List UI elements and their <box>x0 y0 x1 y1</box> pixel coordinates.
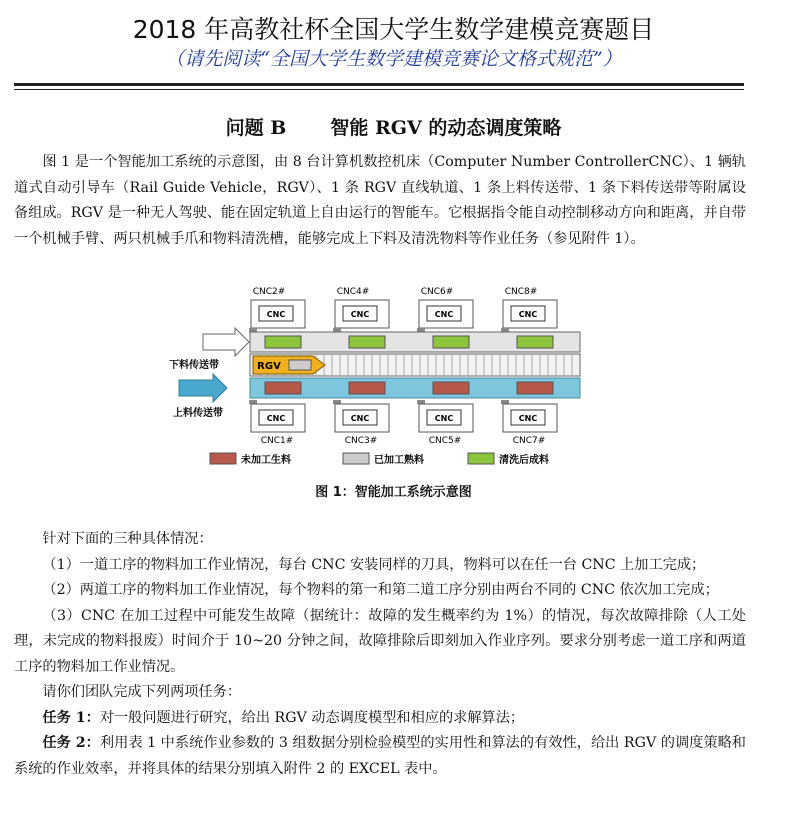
legend-cleaned: 清洗后成料 <box>499 455 549 466</box>
cnc-label-top: CNC8# <box>504 287 538 297</box>
problem-name: 智能 RGV 的动态调度策略 <box>330 117 562 139</box>
cnc-machine-top <box>333 300 389 332</box>
cnc-label-bottom: CNC5# <box>428 436 462 446</box>
task-2 <box>14 731 746 782</box>
cnc-label-bottom: CNC7# <box>512 436 546 446</box>
cnc-text: CNC <box>518 414 538 423</box>
cnc-label-top: CNC4# <box>336 287 370 297</box>
cnc-machine-bottom <box>333 400 389 432</box>
cleaned-material <box>265 336 301 348</box>
cnc-text: CNC <box>266 310 286 319</box>
task-1-text: 对一般问题进行研究，给出 RGV 动态调度模型和相应的求解算法； <box>99 709 525 726</box>
task-1-label: 任务 1： <box>42 709 100 726</box>
intro-paragraph: 图 1 是一个智能加工系统的示意图，由 8 台计算机数控机床（Computer Number ControllerCNC）、1 辆轨道式自动引导车（Rail Guide Vehicle，RGV）、1 条 RGV 直线轨道、1 条上料传送带、1 条下料传送带等附属设备组成。RGV 是一种无人驾驶、能在固定轨道上自由运行的智能车。它根据指令能自动控制移动方向和距离，并自带一个机械手臂、两只机械手爪和物料清洗槽，能够完成上下料及清洗物料等作业任务（参见附件 1）。 <box>14 154 746 247</box>
cleaned-material <box>517 336 553 348</box>
cnc-machine-top <box>249 300 305 332</box>
raw-material <box>517 382 553 394</box>
up-belt-label: 上料传送带 <box>173 408 223 419</box>
case-1: （1）一道工序的物料加工作业情况，每台 CNC 安装同样的刀具，物料可以在任一台 CNC 上加工完成； <box>42 556 706 573</box>
figure-caption: 图 1：智能加工系统示意图 <box>315 485 472 500</box>
legend-processed: 已加工熟料 <box>374 455 424 466</box>
cnc-label-top: CNC6# <box>420 287 454 297</box>
cnc-text: CNC <box>434 310 454 319</box>
outbound-arrow-icon <box>203 328 249 356</box>
cnc-machine-bottom <box>417 400 473 432</box>
cleaned-material <box>349 336 385 348</box>
system-diagram <box>165 282 585 472</box>
raw-material <box>265 382 301 394</box>
inbound-arrow-icon <box>179 374 227 402</box>
legend-swatch-cleaned <box>468 453 494 464</box>
case-3: （3）CNC 在加工过程中可能发生故障（据统计：故障的发生概率约为 1%）的情况，每次故障排除（人工处理，未完成的物料报废）时间介于 10~20 分钟之间，故障排除后即刻加入作业序列。要求分别考虑一道工序和两道工序的物料加工作业情况。 <box>14 607 746 675</box>
legend-raw: 未加工生料 <box>241 455 291 466</box>
cnc-machine-top <box>417 300 473 332</box>
cnc-machine-bottom <box>249 400 305 432</box>
cleaned-material <box>433 336 469 348</box>
cnc-machine-top <box>501 300 557 332</box>
problem-label: 问题 B <box>225 117 287 139</box>
contest-subtitle: （请先阅读“全国大学生数学建模竞赛论文格式规范”） <box>165 48 622 70</box>
rgv-label: RGV <box>257 361 281 372</box>
task-1 <box>14 706 746 732</box>
legend-swatch-raw <box>210 453 236 464</box>
task-2-label: 任务 2： <box>42 735 100 751</box>
cnc-label-bottom: CNC3# <box>344 436 378 446</box>
cnc-label-bottom: CNC1# <box>260 436 294 446</box>
down-belt-label: 下料传送带 <box>169 360 219 371</box>
cnc-text: CNC <box>434 414 454 423</box>
cnc-machine-bottom <box>501 400 557 432</box>
body-section <box>14 527 746 782</box>
cnc-text: CNC <box>350 310 370 319</box>
legend-swatch-processed <box>343 453 369 464</box>
rgv-vehicle <box>253 356 325 374</box>
contest-title: 2018 年高教社杯全国大学生数学建模竞赛题目 <box>132 15 655 44</box>
raw-material <box>433 382 469 394</box>
cnc-text: CNC <box>350 414 370 423</box>
problem-heading <box>0 113 787 140</box>
figure-legend <box>210 453 549 466</box>
raw-material <box>349 382 385 394</box>
header-rule-thick <box>14 83 744 86</box>
cases-lead: 针对下面的三种具体情况： <box>42 531 213 547</box>
case-2: （2）两道工序的物料加工作业情况，每个物料的第一和第二道工序分别由两台不同的 CNC 依次加工完成； <box>42 582 719 598</box>
tasks-lead: 请你们团队完成下列两项任务： <box>42 684 242 700</box>
cnc-text: CNC <box>266 414 286 423</box>
header-rule-thin <box>14 89 744 90</box>
cnc-text: CNC <box>518 310 538 319</box>
task-2-text: 利用表 1 中系统作业参数的 3 组数据分别检验模型的实用性和算法的有效性，给出 RGV 的调度策略和系统的作业效率，并将具体的结果分别填入附件 2 的 EXCEL 表中。 <box>14 735 746 777</box>
cnc-label-top: CNC2# <box>252 287 286 297</box>
